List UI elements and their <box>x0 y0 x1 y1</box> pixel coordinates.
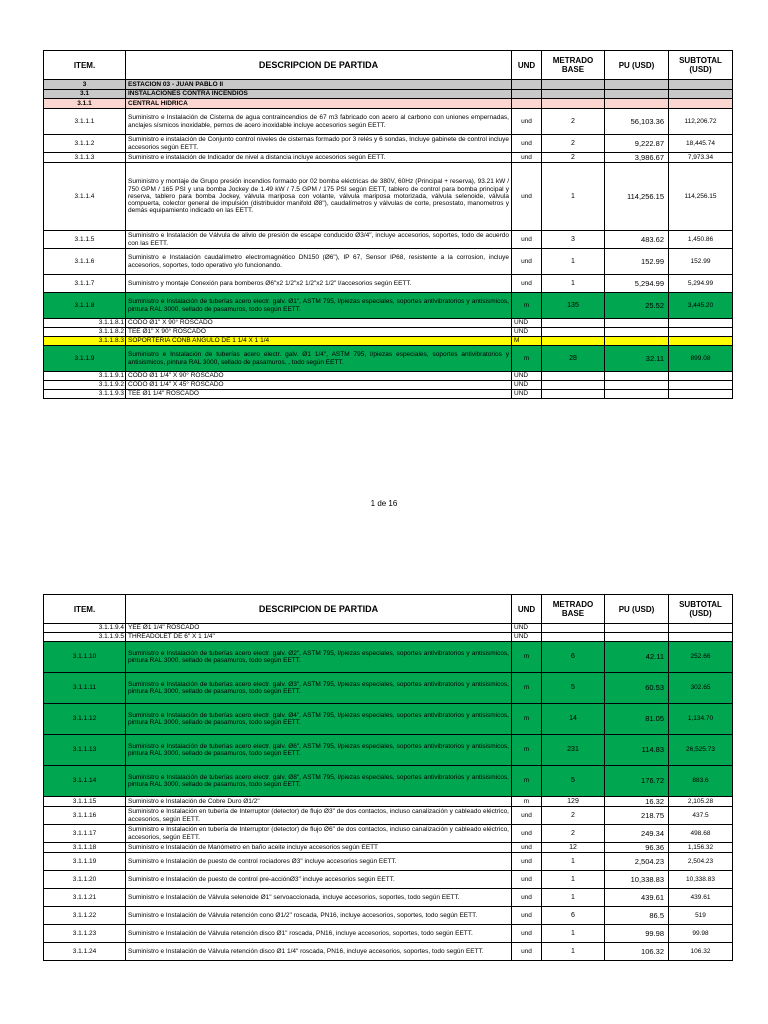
item-cell: 3.1.1.9.4 <box>44 624 126 633</box>
unit-cell: UND <box>512 633 542 642</box>
metrado-cell <box>542 80 605 90</box>
table-header-row <box>44 51 733 80</box>
unit-cell: und <box>512 871 542 889</box>
table-row <box>44 889 733 907</box>
description-cell: Suministro e Instalación caudalímetro electromagnético DN150 (Ø6"), IP 67, Sensor IP68, resistente a la corrosion, incluye accesorios, soportes, todo operativo y/o funcionando. <box>126 249 512 275</box>
subtotal-cell: 883.6 <box>669 766 733 797</box>
table-row <box>44 381 733 390</box>
table-row <box>44 807 733 825</box>
header-description: DESCRIPCION DE PARTIDA <box>126 595 512 624</box>
pu-cell <box>605 319 669 328</box>
description-cell: Suministro e Instalación en tubería de Interruptor (detector) de flujo Ø6" de dos contactos, incluso canalización y cableado eléctrico, accesorios, según EETT. <box>126 825 512 843</box>
item-cell: 3.1.1.14 <box>44 766 126 797</box>
metrado-cell: 2 <box>542 153 605 163</box>
description-cell: SOPORTERIA CONB ANGULO DE 1 1/4 X 1 1/4 <box>126 337 512 346</box>
subtotal-cell: 106.32 <box>669 943 733 961</box>
unit-cell: und <box>512 925 542 943</box>
pu-cell <box>605 328 669 337</box>
unit-cell: und <box>512 153 542 163</box>
description-cell: Suministro e Instalación en tubería de Interruptor (detector) de flujo Ø3" de dos contactos, incluso canalización y cableado eléctrico, accesorios, según EETT. <box>126 807 512 825</box>
description-cell: Suministro y montaje Conexión para bomberos Ø6"x2 1/2"x2 1/2"x2 1/2" l/accesorios según EETT. <box>126 275 512 293</box>
description-cell: Suministro e Instalación de puesto de control rociadores Ø3" incluye accesorios según EETT. <box>126 853 512 871</box>
metrado-cell: 5 <box>542 766 605 797</box>
pu-cell: 106.32 <box>605 943 669 961</box>
pu-cell: 25.52 <box>605 293 669 319</box>
description-cell: Suministro e Instalación de Válvula retención disco Ø1 1/4" roscada, PN16, incluye accesorios, soportes, todo según EETT. <box>126 943 512 961</box>
metrado-cell: 1 <box>542 889 605 907</box>
unit-cell: UND <box>512 372 542 381</box>
table-row <box>44 943 733 961</box>
pu-cell: 86.5 <box>605 907 669 925</box>
pu-cell: 114.83 <box>605 735 669 766</box>
description-cell: Suministro e Instalación de tuberías acero electr. galv. Ø3", ASTM 795, l/piezas especiales, soportes antivibratorios y antisismicos, pintura RAL 3000, sellado de pasamuros, todo según EETT. <box>126 673 512 704</box>
item-cell: 3.1.1.6 <box>44 249 126 275</box>
description-cell: INSTALACIONES CONTRA INCENDIOS <box>126 90 512 99</box>
metrado-cell <box>542 328 605 337</box>
pu-cell: 114,256.15 <box>605 163 669 231</box>
unit-cell: m <box>512 797 542 807</box>
unit-cell: UND <box>512 319 542 328</box>
pu-cell: 176.72 <box>605 766 669 797</box>
header-item: ITEM. <box>44 595 126 624</box>
item-cell: 3.1.1.8 <box>44 293 126 319</box>
item-cell: 3.1.1.11 <box>44 673 126 704</box>
unit-cell: m <box>512 673 542 704</box>
header-subtotal: SUBTOTAL (USD) <box>669 595 733 624</box>
pu-cell: 60.53 <box>605 673 669 704</box>
description-cell: Suministro e Instalación de tuberías acero electr. galv. Ø1 1/4", ASTM 795, l/piezas especiales, soportes antivibratorios y antisismicos, pintura RAL 3000, sellado de pasamuros, , todo según EETT. <box>126 346 512 372</box>
table-row <box>44 907 733 925</box>
unit-cell: und <box>512 163 542 231</box>
subtotal-cell: 152.99 <box>669 249 733 275</box>
metrado-cell: 1 <box>542 943 605 961</box>
table-row <box>44 346 733 372</box>
subtotal-cell: 112,206.72 <box>669 109 733 135</box>
unit-cell: und <box>512 109 542 135</box>
unit-cell <box>512 80 542 90</box>
table-row <box>44 825 733 843</box>
item-cell: 3.1.1.2 <box>44 135 126 153</box>
description-cell: Suministro e Instalación de tuberías acero electr. galv. Ø2", ASTM 795, l/piezas especiales, soportes antivibratorios y antisismicos, pintura RAL 3000, sellado de pasamuros, todo según EETT. <box>126 642 512 673</box>
unit-cell: und <box>512 135 542 153</box>
pu-cell: 249.34 <box>605 825 669 843</box>
item-cell: 3.1.1.24 <box>44 943 126 961</box>
description-cell: Suministro e Instalación de Manómetro en baño aceite incluye accesorios según EETT <box>126 843 512 853</box>
budget-sheet-page-2 <box>43 594 732 961</box>
pu-cell <box>605 624 669 633</box>
pu-cell <box>605 390 669 399</box>
header-pu: PU (USD) <box>605 51 669 80</box>
table-row <box>44 843 733 853</box>
item-cell: 3.1.1.3 <box>44 153 126 163</box>
description-cell: Suministro e instalación de Indicador de nivel a distancia incluye accesorios según EETT. <box>126 153 512 163</box>
pu-cell <box>605 372 669 381</box>
metrado-cell: 231 <box>542 735 605 766</box>
description-cell: Suministro e instalación de Conjunto control niveles de cisternas formado por 3 relés y 6 sondas, Incluye gabinete de control incluye accesorios según EETT. <box>126 135 512 153</box>
table-body-page-1 <box>44 80 733 399</box>
item-cell: 3.1.1.17 <box>44 825 126 843</box>
budget-sheet-page-1 <box>43 50 732 399</box>
description-cell: Suministro e Instalación de Válvula retención disco Ø1" roscada, PN16, incluye accesorios, soportes, todo según EETT. <box>126 925 512 943</box>
subtotal-cell: 5,294.99 <box>669 275 733 293</box>
table-row <box>44 704 733 735</box>
metrado-cell: 3 <box>542 231 605 249</box>
table-row <box>44 153 733 163</box>
pu-cell <box>605 337 669 346</box>
unit-cell: m <box>512 735 542 766</box>
item-cell: 3.1.1.9.5 <box>44 633 126 642</box>
metrado-cell: 2 <box>542 825 605 843</box>
item-cell: 3.1.1.13 <box>44 735 126 766</box>
table-row <box>44 135 733 153</box>
unit-cell: UND <box>512 390 542 399</box>
item-cell: 3.1.1.21 <box>44 889 126 907</box>
subtotal-cell <box>669 390 733 399</box>
item-cell: 3.1.1.23 <box>44 925 126 943</box>
subtotal-cell: 18,445.74 <box>669 135 733 153</box>
subtotal-cell: 10,338.83 <box>669 871 733 889</box>
table-row <box>44 372 733 381</box>
table-row <box>44 249 733 275</box>
metrado-cell: 2 <box>542 135 605 153</box>
subtotal-cell: 899.08 <box>669 346 733 372</box>
metrado-cell <box>542 390 605 399</box>
pu-cell: 32.11 <box>605 346 669 372</box>
metrado-cell: 1 <box>542 249 605 275</box>
subtotal-cell: 437.5 <box>669 807 733 825</box>
subtotal-cell <box>669 337 733 346</box>
subtotal-cell: 99.98 <box>669 925 733 943</box>
subtotal-cell: 3,445.20 <box>669 293 733 319</box>
table-row <box>44 275 733 293</box>
subtotal-cell: 1,156.32 <box>669 843 733 853</box>
item-cell: 3.1.1.10 <box>44 642 126 673</box>
subtotal-cell <box>669 328 733 337</box>
table-row <box>44 735 733 766</box>
table-row <box>44 328 733 337</box>
metrado-cell: 1 <box>542 871 605 889</box>
metrado-cell: 6 <box>542 907 605 925</box>
table-row <box>44 642 733 673</box>
pu-cell: 218.75 <box>605 807 669 825</box>
description-cell: Suministro e Instalación de tuberías acero electr. galv. Ø4", ASTM 795, l/piezas especiales, soportes antivibratorios y antisismicos, pintura RAL 3000, sellado de pasamuros, todo según EETT. <box>126 704 512 735</box>
table-row <box>44 390 733 399</box>
subtotal-cell: 26,525.73 <box>669 735 733 766</box>
item-cell: 3.1.1.4 <box>44 163 126 231</box>
pu-cell: 9,222.87 <box>605 135 669 153</box>
item-cell: 3.1.1.9.3 <box>44 390 126 399</box>
item-cell: 3.1.1.8.1 <box>44 319 126 328</box>
item-cell: 3.1.1.20 <box>44 871 126 889</box>
description-cell: Suministro y montaje de Grupo presión incendios formado por 02 bomba eléctricas de 380V, 60Hz (Principal + reserva), 93.21 kW / 750 GPM / 165 PSI y una bomba Jockey de 1.49 kW / 7.5 GPM / 175 PSI según EETT, tablero de control para bomba principal y reserva, tablero para bomba Jockey, válvula mariposa con volante, válvula mariposa motorizada, válvula selenoide, válvula compuerta, colector general de impulsión (distribuidor manifold Ø8"), caudalímetros y válvulas de corte, presostato, manometros y demás equipamiento indicado en las EETT. <box>126 163 512 231</box>
subtotal-cell: 7,973.34 <box>669 153 733 163</box>
pu-cell <box>605 80 669 90</box>
pu-cell: 3,986.67 <box>605 153 669 163</box>
subtotal-cell <box>669 381 733 390</box>
item-cell: 3.1.1.22 <box>44 907 126 925</box>
item-cell: 3.1 <box>44 90 126 99</box>
table-row <box>44 673 733 704</box>
unit-cell: und <box>512 889 542 907</box>
pu-cell: 42.11 <box>605 642 669 673</box>
pu-cell: 96.36 <box>605 843 669 853</box>
description-cell: CODO Ø1 1/4" X 45° ROSCADO <box>126 381 512 390</box>
pu-cell <box>605 381 669 390</box>
item-cell: 3.1.1.7 <box>44 275 126 293</box>
description-cell: Suministro e Instalación de Cisterna de agua contraincendios de 67 m3 fabricado con acero al carbono con uniones empernadas, anclajes sísmicos inoxidable, pernos de acero inoxidable incluye accesorios según EETT. <box>126 109 512 135</box>
table-row <box>44 319 733 328</box>
description-cell: Suministro e Instalación de Cobre Duro Ø1/2" <box>126 797 512 807</box>
subtotal-cell: 519 <box>669 907 733 925</box>
subtotal-cell <box>669 633 733 642</box>
pu-cell: 5,294.99 <box>605 275 669 293</box>
budget-table-page-2 <box>43 594 733 961</box>
table-row <box>44 109 733 135</box>
unit-cell: und <box>512 231 542 249</box>
subtotal-cell <box>669 624 733 633</box>
pu-cell: 152.99 <box>605 249 669 275</box>
unit-cell: und <box>512 275 542 293</box>
table-row <box>44 925 733 943</box>
pu-cell <box>605 99 669 109</box>
pu-cell: 483.62 <box>605 231 669 249</box>
subtotal-cell: 439.61 <box>669 889 733 907</box>
table-row <box>44 293 733 319</box>
metrado-cell: 1 <box>542 853 605 871</box>
table-row <box>44 853 733 871</box>
unit-cell: und <box>512 853 542 871</box>
metrado-cell: 129 <box>542 797 605 807</box>
metrado-cell <box>542 90 605 99</box>
description-cell: TEE Ø1" X 90° ROSCADO <box>126 328 512 337</box>
item-cell: 3.1.1.9.1 <box>44 372 126 381</box>
item-cell: 3.1.1 <box>44 99 126 109</box>
header-unit: UND <box>512 595 542 624</box>
item-cell: 3.1.1.8.3 <box>44 337 126 346</box>
pu-cell: 2,504.23 <box>605 853 669 871</box>
pu-cell <box>605 633 669 642</box>
pu-cell: 81.05 <box>605 704 669 735</box>
metrado-cell: 12 <box>542 843 605 853</box>
metrado-cell: 28 <box>542 346 605 372</box>
description-cell: CODO Ø1 1/4" X 90° ROSCADO <box>126 372 512 381</box>
metrado-cell: 2 <box>542 109 605 135</box>
item-cell: 3.1.1.15 <box>44 797 126 807</box>
description-cell: Suministro e Instalación de puesto de control pre-acciónØ3" incluye accesorios según EETT. <box>126 871 512 889</box>
subtotal-cell: 302.65 <box>669 673 733 704</box>
item-cell: 3.1.1.16 <box>44 807 126 825</box>
metrado-cell <box>542 337 605 346</box>
table-header-row <box>44 595 733 624</box>
unit-cell: und <box>512 249 542 275</box>
subtotal-cell: 2,504.23 <box>669 853 733 871</box>
metrado-cell <box>542 381 605 390</box>
subtotal-cell: 252.66 <box>669 642 733 673</box>
table-row <box>44 337 733 346</box>
table-row <box>44 624 733 633</box>
item-cell: 3.1.1.9.2 <box>44 381 126 390</box>
unit-cell: und <box>512 907 542 925</box>
metrado-cell <box>542 319 605 328</box>
description-cell: Suministro e Instalación de Válvula de alivio de presión de escape conducido Ø3/4", incluye accesorios, soportes, todo de acuerdo con las EETT. <box>126 231 512 249</box>
unit-cell: und <box>512 943 542 961</box>
metrado-cell: 1 <box>542 163 605 231</box>
metrado-cell <box>542 633 605 642</box>
item-cell: 3.1.1.18 <box>44 843 126 853</box>
table-row <box>44 231 733 249</box>
description-cell: Suministro e Instalación de tuberías acero electr. galv. Ø1", ASTM 795, l/piezas especiales, soportes antivibratorios y antisismicos, pintura RAL 3000, sellado de pasamuros, todo según EETT. <box>126 293 512 319</box>
table-row <box>44 633 733 642</box>
subtotal-cell <box>669 90 733 99</box>
subtotal-cell: 1,450.86 <box>669 231 733 249</box>
unit-cell: m <box>512 642 542 673</box>
table-row <box>44 766 733 797</box>
table-row <box>44 163 733 231</box>
subtotal-cell <box>669 319 733 328</box>
unit-cell: m <box>512 704 542 735</box>
table-row <box>44 797 733 807</box>
subtotal-cell: 2,105.28 <box>669 797 733 807</box>
budget-table-page-1 <box>43 50 733 399</box>
subtotal-cell: 114,256.15 <box>669 163 733 231</box>
unit-cell: m <box>512 293 542 319</box>
header-item: ITEM. <box>44 51 126 80</box>
unit-cell: m <box>512 346 542 372</box>
item-cell: 3.1.1.12 <box>44 704 126 735</box>
unit-cell <box>512 90 542 99</box>
metrado-cell: 135 <box>542 293 605 319</box>
unit-cell: UND <box>512 381 542 390</box>
metrado-cell: 6 <box>542 642 605 673</box>
pu-cell: 16.32 <box>605 797 669 807</box>
unit-cell: und <box>512 825 542 843</box>
page-number: 1 de 16 <box>370 499 398 508</box>
item-cell: 3 <box>44 80 126 90</box>
subtotal-cell: 498.68 <box>669 825 733 843</box>
subtotal-cell <box>669 99 733 109</box>
description-cell: CODO Ø1" X 90° ROSCADO <box>126 319 512 328</box>
description-cell: YEE Ø1 1/4" ROSCADO <box>126 624 512 633</box>
metrado-cell: 5 <box>542 673 605 704</box>
subtotal-cell: 1,134.70 <box>669 704 733 735</box>
pu-cell: 99.98 <box>605 925 669 943</box>
header-unit: UND <box>512 51 542 80</box>
metrado-cell <box>542 99 605 109</box>
unit-cell: UND <box>512 624 542 633</box>
description-cell: Suministro e Instalación de Válvula selenoide Ø1" servoaccionada, incluye accesorios, soportes, todo según EETT. <box>126 889 512 907</box>
subtotal-cell <box>669 372 733 381</box>
description-cell: ESTACION 03 - JUAN PABLO II <box>126 80 512 90</box>
unit-cell: m <box>512 766 542 797</box>
description-cell: Suministro e Instalación de tuberías acero electr. galv. Ø6", ASTM 795, l/piezas especiales, soportes antivibratorios y antisismicos, pintura RAL 3000, sellado de pasamuros, todo según EETT. <box>126 735 512 766</box>
table-row <box>44 871 733 889</box>
metrado-cell: 1 <box>542 275 605 293</box>
metrado-cell <box>542 624 605 633</box>
item-cell: 3.1.1.5 <box>44 231 126 249</box>
table-row <box>44 80 733 90</box>
item-cell: 3.1.1.9 <box>44 346 126 372</box>
item-cell: 3.1.1.8.2 <box>44 328 126 337</box>
header-description: DESCRIPCION DE PARTIDA <box>126 51 512 80</box>
unit-cell <box>512 99 542 109</box>
header-metrado: METRADO BASE <box>542 595 605 624</box>
metrado-cell <box>542 372 605 381</box>
unit-cell: und <box>512 843 542 853</box>
table-body-page-2 <box>44 624 733 961</box>
header-subtotal: SUBTOTAL (USD) <box>669 51 733 80</box>
item-cell: 3.1.1.1 <box>44 109 126 135</box>
metrado-cell: 14 <box>542 704 605 735</box>
subtotal-cell <box>669 80 733 90</box>
pu-cell: 10,338.83 <box>605 871 669 889</box>
header-pu: PU (USD) <box>605 595 669 624</box>
description-cell: Suministro e Instalación de Válvula retención cono Ø1/2" roscada, PN16, incluye accesorios, soportes, todo según EETT. <box>126 907 512 925</box>
item-cell: 3.1.1.19 <box>44 853 126 871</box>
description-cell: Suministro e Instalación de tuberías acero electr. galv. Ø8", ASTM 795, l/piezas especiales, soportes antivibratorios y antisismicos, pintura RAL 3000, sellado de pasamuros, todo según EETT. <box>126 766 512 797</box>
metrado-cell: 1 <box>542 925 605 943</box>
table-row <box>44 90 733 99</box>
unit-cell: und <box>512 807 542 825</box>
unit-cell: M <box>512 337 542 346</box>
pu-cell: 56,103.36 <box>605 109 669 135</box>
description-cell: THREADOLET DE 6" X 1 1/4" <box>126 633 512 642</box>
unit-cell: UND <box>512 328 542 337</box>
description-cell: TEE Ø1 1/4" ROSCADO <box>126 390 512 399</box>
description-cell: CENTRAL HIDRICA <box>126 99 512 109</box>
metrado-cell: 2 <box>542 807 605 825</box>
pu-cell <box>605 90 669 99</box>
header-metrado: METRADO BASE <box>542 51 605 80</box>
pu-cell: 439.61 <box>605 889 669 907</box>
table-row <box>44 99 733 109</box>
